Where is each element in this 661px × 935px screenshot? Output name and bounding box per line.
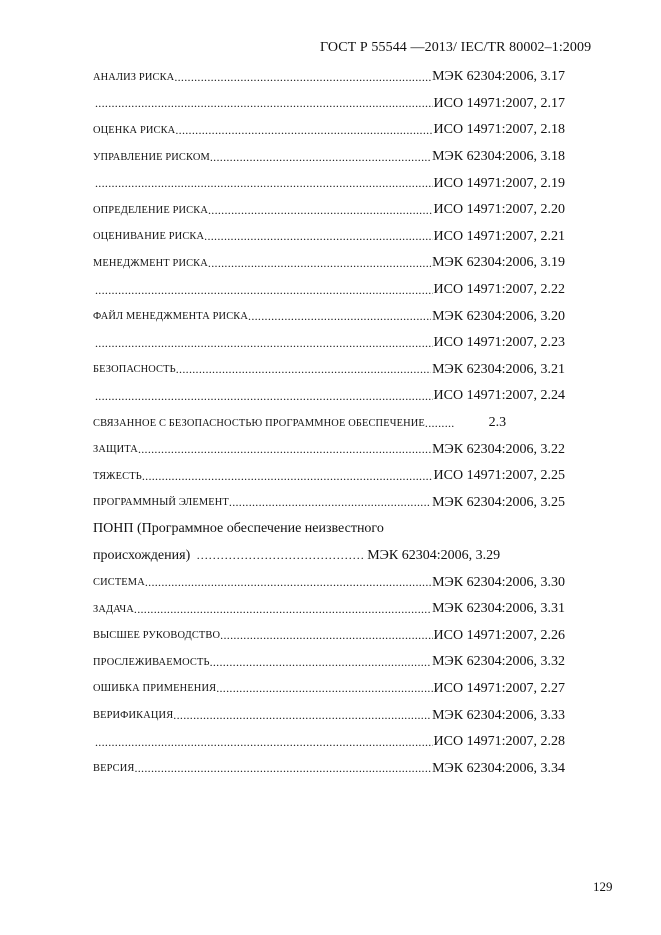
- entry-reference: ИСО 14971:2007, 2.25: [433, 468, 565, 484]
- entry-term: ВЕРСИЯ: [93, 763, 135, 775]
- entry-reference: МЭК 62304:2006, 3.29: [367, 547, 501, 563]
- dot-leader: [93, 283, 433, 298]
- entry-term: ПРОСЛЕЖИВАЕМОСТЬ: [93, 656, 210, 668]
- dot-leader: [220, 628, 432, 643]
- entry-reference: ИСО 14971:2007, 2.28: [433, 734, 565, 750]
- entry-term: УПРАВЛЕНИЕ РИСКОМ: [93, 151, 210, 163]
- entry-term: ЗАЩИТА: [93, 444, 138, 456]
- index-entry: [93, 250, 565, 277]
- dot-leader: [93, 336, 433, 351]
- entry-term: ОШИБКА ПРИМЕНЕНИЯ: [93, 683, 217, 695]
- dot-leader: [190, 548, 366, 563]
- entry-term: ВЕРИФИКАЦИЯ: [93, 710, 174, 722]
- index-entry: [93, 224, 565, 251]
- index-entry: [93, 64, 565, 91]
- entry-reference: ИСО 14971:2007, 2.18: [433, 122, 565, 138]
- entry-reference: МЭК 62304:2006, 3.18: [432, 149, 565, 165]
- index-entry: [93, 729, 565, 756]
- index-entry: [93, 755, 565, 782]
- entry-reference: МЭК 62304:2006, 3.32: [432, 654, 565, 670]
- dot-leader: [93, 176, 433, 191]
- dot-leader: [173, 708, 431, 723]
- dot-leader: [175, 123, 432, 138]
- entry-reference: МЭК 62304:2006, 3.34: [432, 760, 565, 776]
- document-header: ГОСТ Р 55544 —2013/ IEC/TR 80002–1:2009: [320, 40, 592, 55]
- dot-leader: [210, 150, 431, 165]
- entry-term: СИСТЕМА: [93, 577, 145, 589]
- entry-reference: 2.3: [488, 415, 507, 431]
- index-entry-line2: [93, 543, 565, 570]
- entry-term: СВЯЗАННОЕ С БЕЗОПАСНОСТЬЮ ПРОГРАММНОЕ ОБЕСПЕЧЕНИЕ: [93, 417, 425, 429]
- index-entry: [93, 357, 565, 384]
- entry-reference: МЭК 62304:2006, 3.25: [432, 494, 565, 510]
- entry-term: ВЫСШЕЕ РУКОВОДСТВО: [93, 630, 221, 642]
- entry-reference: ИСО 14971:2007, 2.17: [433, 95, 565, 111]
- entry-term: БЕЗОПАСНОСТЬ: [93, 364, 176, 376]
- entry-reference: ИСО 14971:2007, 2.27: [433, 680, 565, 696]
- dot-leader: [208, 256, 431, 271]
- index-entry: [93, 410, 565, 437]
- dot-leader: [176, 362, 431, 377]
- entry-reference: МЭК 62304:2006, 3.21: [432, 361, 565, 377]
- index-entry: [93, 144, 565, 171]
- term-index: [93, 64, 565, 782]
- dot-leader: [93, 735, 433, 750]
- index-entry: [93, 702, 565, 729]
- entry-term: ПРОГРАММНЫЙ ЭЛЕМЕНТ: [93, 497, 229, 509]
- entry-reference: ИСО 14971:2007, 2.26: [433, 627, 565, 643]
- index-entry: [93, 91, 565, 118]
- dot-leader: [93, 96, 433, 111]
- dot-leader: [229, 495, 431, 510]
- index-entry: [93, 463, 565, 490]
- index-entry: [93, 622, 565, 649]
- entry-reference: ИСО 14971:2007, 2.21: [433, 228, 565, 244]
- entry-reference: ИСО 14971:2007, 2.22: [433, 282, 565, 298]
- dot-leader: [208, 203, 433, 218]
- index-entry: [93, 676, 565, 703]
- entry-term: АНАЛИЗ РИСКА: [93, 71, 175, 83]
- index-entry: [93, 649, 565, 676]
- index-entry: [93, 170, 565, 197]
- entry-reference: МЭК 62304:2006, 3.22: [432, 441, 565, 457]
- index-entry: [93, 197, 565, 224]
- index-entry: [93, 596, 565, 623]
- dot-leader: [210, 655, 432, 670]
- dot-leader: [248, 309, 431, 324]
- entry-term: ОЦЕНИВАНИЕ РИСКА: [93, 231, 205, 243]
- entry-term: ФАЙЛ МЕНЕДЖМЕНТА РИСКА: [93, 311, 249, 323]
- entry-reference: МЭК 62304:2006, 3.33: [432, 707, 565, 723]
- dot-leader: [142, 469, 433, 484]
- index-entry: [93, 303, 565, 330]
- entry-term: ЗАДАЧА: [93, 603, 134, 615]
- entry-reference: МЭК 62304:2006, 3.31: [432, 601, 565, 617]
- entry-reference: ИСО 14971:2007, 2.20: [433, 202, 565, 218]
- entry-reference: МЭК 62304:2006, 3.17: [432, 69, 565, 85]
- index-entry: [93, 277, 565, 304]
- entry-term: происхождения): [93, 547, 191, 563]
- entry-term: ТЯЖЕСТЬ: [93, 470, 142, 482]
- page-number: 129: [593, 879, 613, 894]
- index-entry: [93, 569, 565, 596]
- dot-leader: [134, 761, 431, 776]
- dot-leader: [174, 70, 431, 85]
- dot-leader: [138, 442, 431, 457]
- entry-term: МЕНЕДЖМЕНТ РИСКА: [93, 257, 208, 269]
- entry-term: ПОНП (Программное обеспечение неизвестного: [93, 521, 384, 537]
- dot-leader: [93, 389, 433, 404]
- entry-term: ОПРЕДЕЛЕНИЕ РИСКА: [93, 204, 208, 216]
- entry-reference: МЭК 62304:2006, 3.30: [432, 574, 565, 590]
- index-entry-line1: [93, 516, 565, 543]
- index-entry: [93, 117, 565, 144]
- entry-reference: ИСО 14971:2007, 2.24: [433, 388, 565, 404]
- index-entry: [93, 436, 565, 463]
- dot-leader: [145, 575, 431, 590]
- dot-leader: [216, 681, 432, 696]
- entry-reference: МЭК 62304:2006, 3.20: [432, 308, 565, 324]
- index-entry: [93, 383, 565, 410]
- dot-leader: [134, 602, 431, 617]
- entry-reference: ИСО 14971:2007, 2.23: [433, 335, 565, 351]
- entry-term: ОЦЕНКА РИСКА: [93, 124, 176, 136]
- entry-reference: МЭК 62304:2006, 3.19: [432, 255, 565, 271]
- index-entry: [93, 490, 565, 517]
- entry-reference: ИСО 14971:2007, 2.19: [433, 175, 565, 191]
- dot-leader: [204, 229, 432, 244]
- index-entry: [93, 330, 565, 357]
- dot-leader: [425, 416, 455, 431]
